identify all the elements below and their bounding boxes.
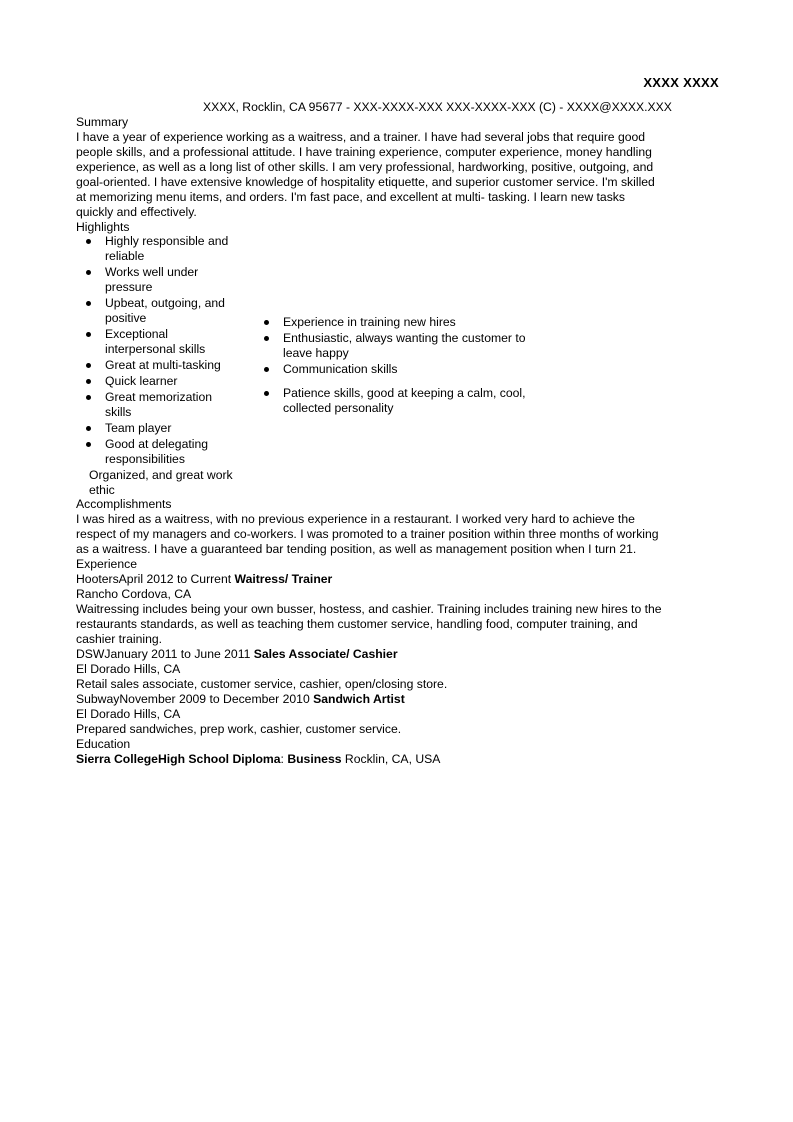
list-item-text: Patience skills, good at keeping a calm, cool,	[283, 386, 526, 400]
list-item-text: reliable	[105, 249, 145, 263]
list-item	[80, 265, 250, 295]
job-location: El Dorado Hills, CA	[76, 662, 181, 676]
list-item-text: skills	[105, 405, 132, 419]
list-item-text: Great memorization	[105, 390, 213, 404]
job-employer-dates: SubwayNovember 2009 to December 2010	[76, 692, 314, 706]
list-item-text: pressure	[105, 280, 153, 294]
accomplishments-line: as a waitress. I have a guaranteed bar tending position, as well as management position when I turn 21.	[76, 542, 637, 556]
list-item-text: Highly responsible and	[105, 234, 229, 248]
education-degree: High School Diploma	[157, 752, 281, 766]
accomplishments-line: I was hired as a waitress, with no previous experience in a restaurant. I worked very hard to achieve the	[76, 512, 635, 526]
job-location: Rancho Cordova, CA	[76, 587, 192, 601]
job-header	[76, 572, 716, 587]
list-item-text: Works well under	[105, 265, 199, 279]
list-item-text: Great at multi-tasking	[105, 358, 221, 372]
list-item	[258, 386, 558, 416]
education-separator: :	[280, 752, 288, 766]
candidate-name: XXXX XXXX	[643, 75, 719, 90]
list-item-text: ethic	[89, 483, 115, 497]
summary-heading: Summary	[76, 115, 129, 129]
summary-line: quickly and effectively.	[76, 205, 197, 219]
contact-line: XXXX, Rocklin, CA 95677 - XXX-XXXX-XXX XXX-XXXX-XXX (C) - XXXX@XXXX.XXX	[203, 100, 672, 114]
job-employer-dates: DSWJanuary 2011 to June 2011	[76, 647, 254, 661]
list-item-plain	[80, 468, 250, 498]
job-description-line: Retail sales associate, customer service, cashier, open/closing store.	[76, 677, 448, 691]
highlights-left-list	[80, 234, 250, 498]
summary-section	[76, 115, 716, 235]
list-item	[80, 234, 250, 264]
accomplishments-heading: Accomplishments	[76, 497, 172, 511]
list-item-text: positive	[105, 311, 147, 325]
highlights-heading: Highlights	[76, 220, 130, 234]
list-item-text: Exceptional	[105, 327, 169, 341]
education-entry	[76, 752, 716, 767]
list-item-text: Team player	[105, 421, 172, 435]
list-item-text: leave happy	[283, 346, 349, 360]
education-location: Rocklin, CA, USA	[341, 752, 441, 766]
list-item-text: Experience in training new hires	[283, 315, 456, 329]
list-item	[80, 437, 250, 467]
job-description-line: cashier training.	[76, 632, 163, 646]
list-item	[258, 315, 558, 330]
list-item	[258, 331, 558, 361]
summary-line: at memorizing menu items, and orders. I'm fast pace, and excellent at multi- tasking. I learn new tasks	[76, 190, 625, 204]
job-description-line: Waitressing includes being your own busser, hostess, and cashier. Training includes training new hires to the	[76, 602, 662, 616]
highlights-right-list	[258, 315, 558, 417]
summary-line: experience, as well as a long list of other skills. I am very professional, hardworking, positive, outgoing, and	[76, 160, 654, 174]
list-item-text: interpersonal skills	[105, 342, 206, 356]
list-item-text: Good at delegating	[105, 437, 208, 451]
education-heading: Education	[76, 737, 131, 751]
summary-line: I have a year of experience working as a waitress, and a trainer. I have had several jobs that require good	[76, 130, 646, 144]
list-item-text: Organized, and great work	[89, 468, 233, 482]
education-school: Sierra College	[76, 752, 158, 766]
job-title: Sandwich Artist	[313, 692, 405, 706]
accomplishments-line: respect of my managers and co-workers. I was promoted to a trainer position within three months of working	[76, 527, 659, 541]
summary-text	[76, 130, 716, 220]
job-description-line: Prepared sandwiches, prep work, cashier, customer service.	[76, 722, 402, 736]
job-description-line: restaurants standards, as well as teaching them customer service, handling food, computer training, and	[76, 617, 638, 631]
job-title: Waitress/ Trainer	[234, 572, 333, 586]
list-item	[80, 390, 250, 420]
education-field: Business	[287, 752, 342, 766]
list-item-text: responsibilities	[105, 452, 185, 466]
lower-sections	[76, 497, 716, 767]
summary-line: goal-oriented. I have extensive knowledge of hospitality etiquette, and superior customer service. I'm skilled	[76, 175, 655, 189]
job-location: El Dorado Hills, CA	[76, 707, 181, 721]
list-item-text: Enthusiastic, always wanting the customer to	[283, 331, 526, 345]
list-item	[80, 327, 250, 357]
list-item	[258, 362, 558, 377]
list-item-text: Communication skills	[283, 362, 398, 376]
list-item	[80, 296, 250, 326]
summary-line: people skills, and a professional attitude. I have training experience, computer experience, money handling	[76, 145, 652, 159]
job-employer-dates: HootersApril 2012 to Current	[76, 572, 235, 586]
list-item	[80, 358, 250, 373]
list-item-text: Upbeat, outgoing, and	[105, 296, 225, 310]
list-item	[80, 421, 250, 436]
job-header	[76, 692, 716, 707]
experience-heading: Experience	[76, 557, 137, 571]
list-item	[80, 374, 250, 389]
job-header	[76, 647, 716, 662]
list-item-text: collected personality	[283, 401, 394, 415]
list-item-text: Quick learner	[105, 374, 178, 388]
job-title: Sales Associate/ Cashier	[253, 647, 398, 661]
